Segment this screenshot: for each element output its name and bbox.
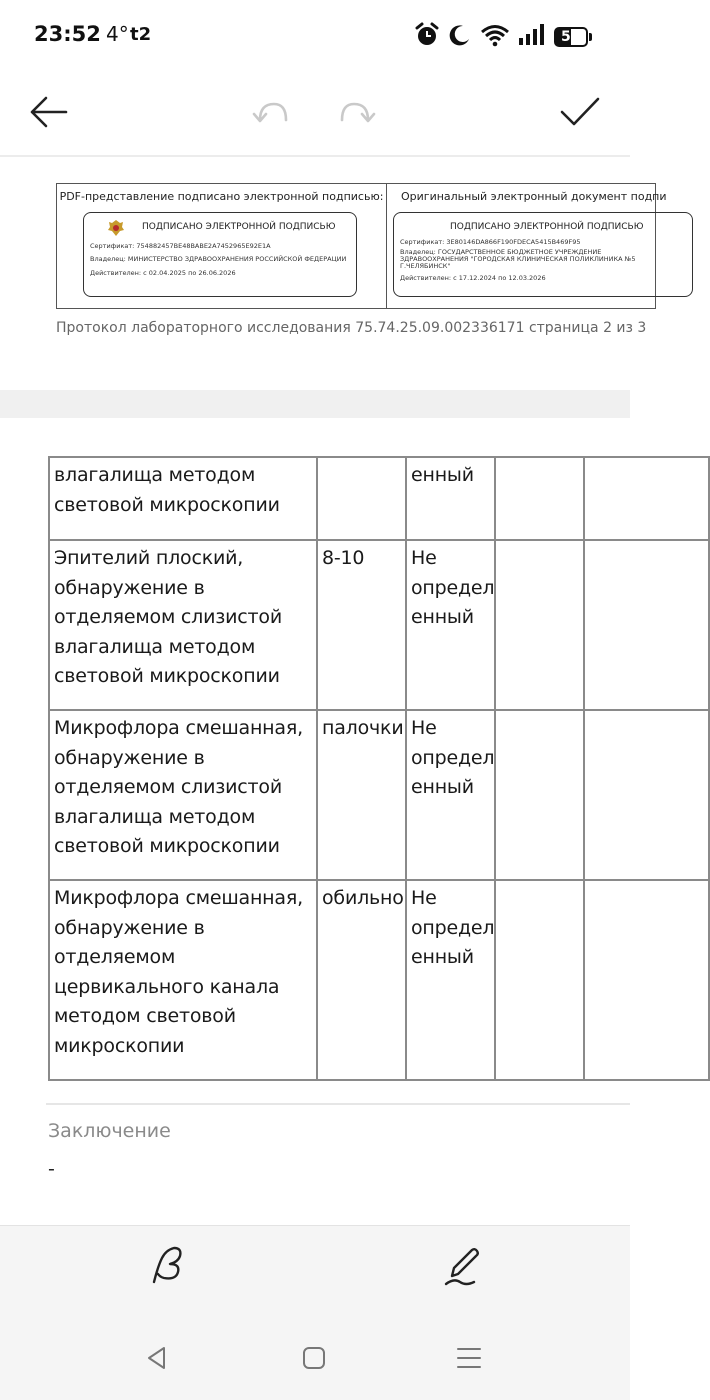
result-value-cell: [317, 710, 406, 880]
conclusion-label: Заключение: [48, 1120, 171, 1142]
reference-line: енный: [411, 464, 474, 486]
nav-menu-icon[interactable]: [447, 1336, 491, 1380]
nav-home-icon[interactable]: [292, 1336, 336, 1380]
page-separator: [0, 390, 630, 418]
status-carrier: t2: [130, 24, 152, 45]
empty-cell: [584, 710, 709, 880]
test-name-line: отделяемом слизистой: [54, 776, 282, 798]
test-name-line: обнаружение в: [54, 576, 205, 599]
editor-toolbar: [0, 72, 630, 152]
section-divider: [46, 1103, 630, 1105]
battery-level: 51: [561, 29, 581, 45]
test-name-line: световой микроскопии: [54, 665, 280, 687]
signature-owner-right-1: Владелец: ГОСУДАРСТВЕННОЕ БЮДЖЕТНОЕ УЧРЕЖДЕНИЕ: [400, 248, 602, 257]
test-name-line: цервикального канала: [54, 975, 280, 998]
results-table: [48, 456, 710, 1081]
signature-icon[interactable]: [140, 1238, 196, 1294]
test-name-line: Микрофлора смешанная,: [54, 887, 303, 909]
signature-panel-right: [387, 184, 667, 308]
test-name-cell: [49, 457, 317, 540]
test-name-line: влагалища методом: [54, 805, 256, 828]
test-name-line: отделяемом слизистой: [54, 606, 282, 628]
test-name-line: микроскопии: [54, 1034, 185, 1057]
empty-cell: [584, 540, 709, 710]
reference-line: определ: [411, 916, 495, 939]
signature-header-right: Оригинальный электронный документ подпи: [401, 190, 667, 203]
result-value: палочки: [322, 717, 404, 739]
test-name-line: отделяемом: [54, 946, 176, 968]
test-name-cell: [49, 710, 317, 880]
signature-title-left: ПОДПИСАНО ЭЛЕКТРОННОЙ ПОДПИСЬЮ: [142, 222, 336, 232]
reference-line: Не: [411, 547, 437, 569]
result-value-cell: [317, 880, 406, 1080]
reference-line: енный: [411, 946, 474, 968]
empty-cell: [495, 540, 584, 710]
empty-cell: [495, 880, 584, 1080]
test-name-cell: [49, 880, 317, 1080]
empty-cell: [495, 710, 584, 880]
do-not-disturb-moon-icon: [448, 23, 472, 51]
empty-cell: [584, 457, 709, 540]
reference-line: определ: [411, 746, 495, 769]
coat-of-arms-icon: [106, 218, 126, 242]
signature-header-left: PDF-представление подписано электронной подписью:: [59, 190, 384, 203]
test-name-line: световой микроскопии: [54, 493, 280, 516]
signature-stamp-right: [393, 212, 693, 297]
signature-stamp-left: [83, 212, 357, 297]
back-arrow-icon[interactable]: [24, 88, 72, 136]
conclusion-value: -: [48, 1158, 55, 1180]
result-value: 8-10: [322, 547, 365, 569]
signature-title-right: ПОДПИСАНО ЭЛЕКТРОННОЙ ПОДПИСЬЮ: [450, 222, 644, 232]
alarm-icon: [414, 22, 440, 52]
table-row: [49, 710, 709, 880]
reference-cell: [406, 880, 495, 1080]
protocol-page-line: Протокол лабораторного исследования 75.74.25.09.002336171 страница 2 из 3: [56, 320, 647, 336]
test-name-line: влагалища методом: [54, 635, 256, 658]
test-name-line: обнаружение в: [54, 746, 205, 769]
test-name-line: методом световой: [54, 1005, 236, 1027]
status-temperature: 4°: [106, 22, 129, 46]
signature-certificate-left: Сертификат: 754882457BE48BABE2A7452965E92E1A: [90, 242, 271, 250]
wifi-icon: [480, 23, 510, 51]
empty-cell: [584, 880, 709, 1080]
reference-line: енный: [411, 606, 474, 628]
signature-certificate-right: Сертификат: 3E80146DA866F190FDECA5415B469F95: [400, 238, 581, 246]
signature-owner-right-2: ЗДРАВООХРАНЕНИЯ "ГОРОДСКАЯ КЛИНИЧЕСКАЯ ПОЛИКЛИНИКА №5: [400, 255, 636, 264]
status-time: 23:52: [34, 22, 101, 46]
test-name-line: световой микроскопии: [54, 835, 280, 857]
signature-owner-left: Владелец: МИНИСТЕРСТВО ЗДРАВООХРАНЕНИЯ РОССИЙСКОЙ ФЕДЕРАЦИИ: [90, 255, 347, 264]
reference-cell: [406, 540, 495, 710]
bottom-tool-bar: [0, 1225, 630, 1400]
table-row: [49, 880, 709, 1080]
status-icons: [414, 22, 592, 52]
signature-owner-right-3: Г.ЧЕЛЯБИНСК": [400, 262, 451, 271]
checkmark-icon[interactable]: [556, 88, 604, 136]
pen-icon[interactable]: [434, 1238, 490, 1294]
result-value: обильно: [322, 887, 404, 909]
table-row: [49, 540, 709, 710]
reference-line: Не: [411, 887, 437, 909]
toolbar-divider: [0, 155, 630, 157]
test-name-line: обнаружение в: [54, 916, 205, 939]
results-table-viewport[interactable]: [48, 456, 648, 1081]
signature-valid-left: Действителен: с 02.04.2025 по 26.06.2026: [90, 268, 236, 277]
test-name-line: влагалища методом: [54, 464, 256, 486]
undo-icon[interactable]: [248, 88, 296, 136]
redo-icon[interactable]: [332, 88, 380, 136]
status-bar: [0, 0, 630, 72]
test-name-line: Эпителий плоский,: [54, 547, 244, 569]
reference-line: Не: [411, 717, 437, 739]
signature-valid-right: Действителен: с 17.12.2024 по 12.03.2026: [400, 273, 546, 282]
reference-cell: [406, 710, 495, 880]
empty-cell: [495, 457, 584, 540]
signature-block: [56, 183, 667, 309]
test-name-line: Микрофлора смешанная,: [54, 717, 303, 739]
result-value-cell: [317, 457, 406, 540]
reference-line: енный: [411, 776, 474, 798]
test-name-cell: [49, 540, 317, 710]
signal-icon: [518, 24, 546, 50]
battery-icon: [554, 27, 592, 47]
result-value-cell: [317, 540, 406, 710]
reference-line: определ: [411, 576, 495, 599]
reference-cell: [406, 457, 495, 540]
table-row: [49, 457, 709, 540]
signature-panel-left: [57, 184, 387, 308]
nav-back-icon[interactable]: [135, 1336, 179, 1380]
